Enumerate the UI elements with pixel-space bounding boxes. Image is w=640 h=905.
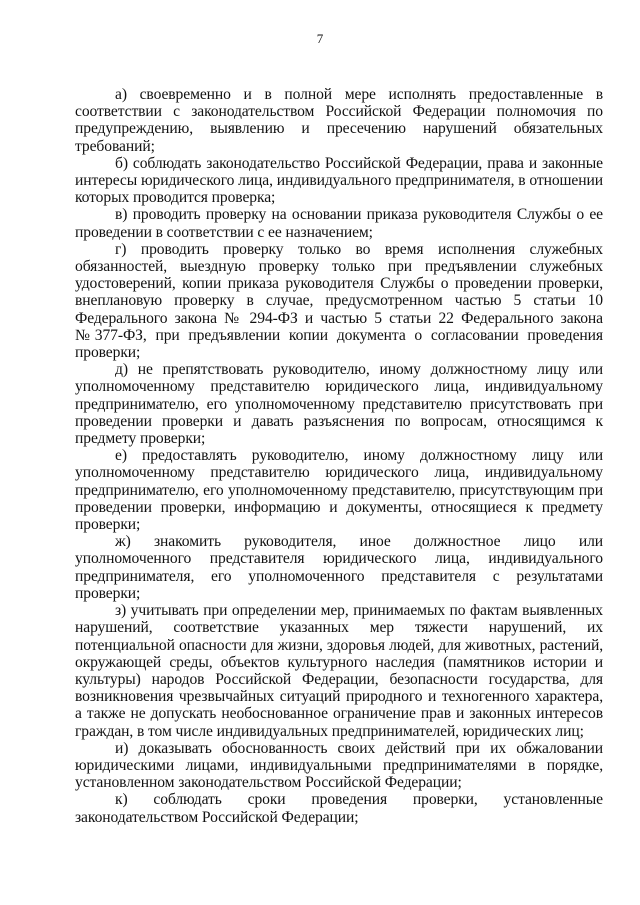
paragraph-b: б) соблюдать законодательство Российской Федерации, права и законные интересы юридического лица, индивидуального предпринимателя, в отношении которых проводится проверка; <box>75 154 603 207</box>
paragraph-z: з) учитывать при определении мер, принимаемых по фактам выявленных нарушений, соответствие указанных мер тяжести нарушений, их потенциальной опасности для жизни, здоровья людей, для животных, растений, окружающей среды, объектов культурного наследия (памятников истории и культуры) народов Российской Федерации, безопасности государства, для возникновения чрезвычайных ситуаций природного и техногенного характера, а также не допускать необоснованное ограничение прав и законных интересов граждан, в том числе индивидуальных предпринимателей, юридических лиц; <box>75 602 603 740</box>
paragraph-k: к) соблюдать сроки проведения проверки, установленные законодательством Российской Федерации; <box>75 791 603 826</box>
paragraph-v: в) проводить проверку на основании приказа руководителя Службы о ее проведении в соответствии с ее назначением; <box>75 206 603 241</box>
paragraph-g: г) проводить проверку только во время исполнения служебных обязанностей, выездную проверку только при предъявлении служебных удостоверений, копии приказа руководителя Службы о проведении проверки, внеплановую проверку в случае, предусмотренном частью 5 статьи 10 Федерального закона № 294-ФЗ и частью 5 статьи 22 Федерального закона №377-ФЗ, при предъявлении копии документа о согласовании проведения проверки; <box>75 240 603 362</box>
document-body <box>75 86 603 826</box>
paragraph-a: а) своевременно и в полной мере исполнять предоставленные в соответствии с законодательством Российской Федерации полномочия по предупреждению, выявлению и пресечению нарушений обязательных требований; <box>75 86 603 155</box>
paragraph-d: д) не препятствовать руководителю, иному должностному лицу или уполномоченному представителю юридического лица, индивидуальному предпринимателю, его уполномоченному представителю присутствовать при проведении проверки и давать разъяснения по вопросам, относящимся к предмету проверки; <box>75 361 603 448</box>
paragraph-i: и) доказывать обоснованность своих действий при их обжаловании юридическими лицами, индивидуальными предпринимателями в порядке, установленном законодательством Российской Федерации; <box>75 739 603 792</box>
page-number: 7 <box>316 31 324 46</box>
paragraph-zh: ж) знакомить руководителя, иное должностное лицо или уполномоченного представителя юридического лица, индивидуального предпринимателя, его уполномоченного представителя с результатами проверки; <box>75 533 603 602</box>
paragraph-e: е) предоставлять руководителю, иному должностному лицу или уполномоченному представителю юридического лица, индивидуальному предпринимателю, его уполномоченному представителю, присутствующим при проведении проверки, информацию и документы, относящиеся к предмету проверки; <box>75 447 603 534</box>
